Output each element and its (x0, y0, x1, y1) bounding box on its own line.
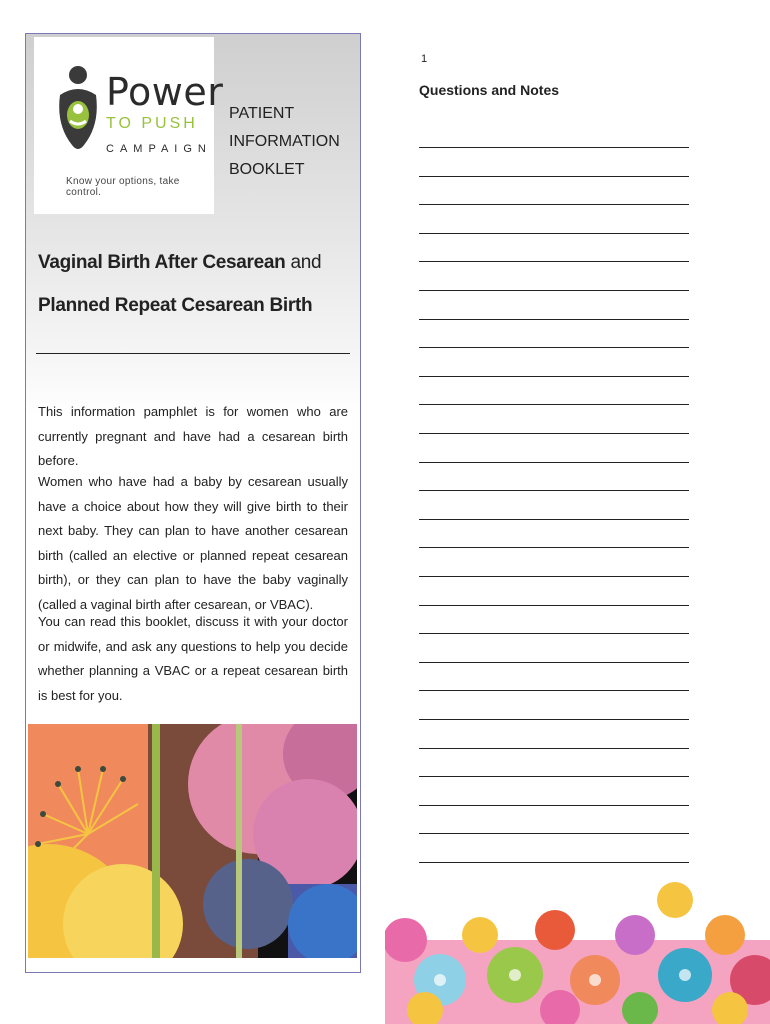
logo-topush-text: TO PUSH (106, 115, 198, 132)
note-line (419, 748, 689, 749)
logo-campaign-text: CAMPAIGN (106, 143, 212, 155)
mother-child-logo-icon (54, 65, 102, 175)
note-line (419, 490, 689, 491)
title-bold-2: Planned Repeat Cesarean Birth (38, 295, 313, 316)
intro-paragraph: This information pamphlet is for women who are currently pregnant and have had a cesarean birth before. (38, 404, 348, 468)
note-line (419, 519, 689, 520)
flower-border-illustration (385, 880, 770, 1024)
note-line (419, 690, 689, 691)
cover-panel (25, 33, 361, 973)
page-number: 1 (421, 53, 428, 65)
note-line (419, 862, 689, 863)
booklet-label-line: PATIENT (229, 105, 295, 122)
guidance-paragraph: You can read this booklet, discuss it with your doctor or midwife, and ask any questions to help you decide whether planning a VBAC or a repeat cesarean birth is best for you. (38, 614, 348, 703)
logo-tagline: Know your options, take control. (66, 176, 180, 198)
title-divider (36, 353, 350, 354)
title-line-2 (38, 295, 312, 317)
note-line (419, 176, 689, 177)
booklet-label-line: INFORMATION (229, 133, 340, 150)
booklet-label (229, 100, 340, 184)
note-line (419, 290, 689, 291)
note-line (419, 719, 689, 720)
logo (34, 37, 224, 214)
title-line-1 (38, 252, 321, 274)
booklet-label-line: BOOKLET (229, 161, 305, 178)
choice-paragraph: Women who have had a baby by cesarean usually have a choice about how they will give birth to their next baby. They can plan to have another cesarean birth (called an elective or planned repeat cesarean birth), or they can plan to have the baby vaginally (called a vaginal birth after cesarean, or VBAC). (38, 474, 348, 612)
note-line (419, 833, 689, 834)
note-line (419, 376, 689, 377)
note-line (419, 547, 689, 548)
note-line (419, 576, 689, 577)
note-line (419, 462, 689, 463)
note-line (419, 433, 689, 434)
note-line (419, 204, 689, 205)
note-line (419, 261, 689, 262)
note-line (419, 347, 689, 348)
notes-heading: Questions and Notes (419, 82, 560, 98)
note-line (419, 662, 689, 663)
title-bold-1: Vaginal Birth After Cesarean (38, 252, 286, 273)
note-line (419, 233, 689, 234)
note-line (419, 404, 689, 405)
logo-power-text: Power (106, 70, 224, 114)
title-rest-1: and (285, 252, 322, 273)
note-line (419, 319, 689, 320)
note-line (419, 605, 689, 606)
note-line (419, 147, 689, 148)
floral-illustration (28, 724, 357, 958)
note-line (419, 776, 689, 777)
note-line (419, 633, 689, 634)
note-line (419, 805, 689, 806)
